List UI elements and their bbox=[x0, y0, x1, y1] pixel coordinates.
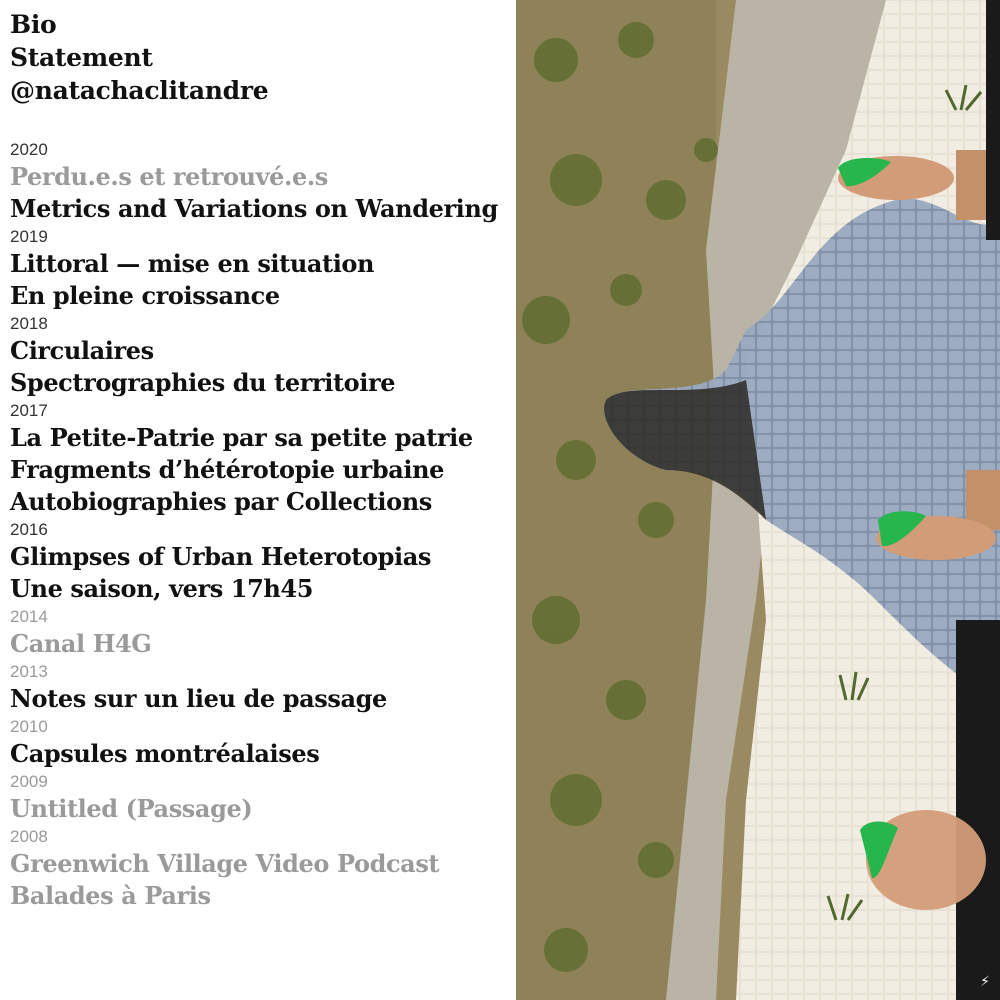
year-label: 2013 bbox=[10, 662, 48, 681]
instagram-handle-link[interactable]: @natachaclitandre bbox=[10, 76, 269, 105]
year-label: 2009 bbox=[10, 772, 48, 791]
work-link[interactable]: Littoral — mise en situation bbox=[10, 249, 375, 278]
year-label: 2018 bbox=[10, 314, 48, 333]
photo-feet-shadow-mosaic bbox=[516, 0, 1000, 1000]
work-link[interactable]: La Petite-Patrie par sa petite patrie bbox=[10, 423, 473, 452]
work-link[interactable]: Capsules montréalaises bbox=[10, 739, 320, 768]
work-link[interactable]: Glimpses of Urban Heterotopias bbox=[10, 542, 431, 571]
year-label: 2017 bbox=[10, 401, 48, 420]
work-link[interactable]: Balades à Paris bbox=[10, 881, 211, 910]
work-link[interactable]: Notes sur un lieu de passage bbox=[10, 684, 387, 713]
year-label: 2008 bbox=[10, 827, 48, 846]
year-label: 2010 bbox=[10, 717, 48, 736]
work-link[interactable]: Fragments d’hétérotopie urbaine bbox=[10, 455, 445, 484]
work-link[interactable]: Spectrographies du territoire bbox=[10, 368, 396, 397]
nav-bio-link[interactable]: Bio bbox=[10, 10, 57, 39]
work-link[interactable]: Circulaires bbox=[10, 336, 154, 365]
year-label: 2014 bbox=[10, 607, 48, 626]
nav-statement-link[interactable]: Statement bbox=[10, 43, 153, 72]
work-link[interactable]: Perdu.e.s et retrouvé.e.s bbox=[10, 162, 328, 191]
work-link[interactable]: Metrics and Variations on Wandering bbox=[10, 194, 498, 223]
work-link[interactable]: Canal H4G bbox=[10, 629, 152, 658]
work-link[interactable]: En pleine croissance bbox=[10, 281, 280, 310]
main-nav bbox=[10, 8, 268, 107]
bolt-icon: ⚡ bbox=[980, 974, 990, 990]
year-label: 2020 bbox=[10, 140, 48, 159]
year-label: 2016 bbox=[10, 520, 48, 539]
year-label: 2019 bbox=[10, 227, 48, 246]
work-link[interactable]: Autobiographies par Collections bbox=[10, 487, 432, 516]
works-timeline bbox=[10, 138, 510, 912]
work-link[interactable]: Greenwich Village Video Podcast bbox=[10, 849, 440, 878]
work-link[interactable]: Une saison, vers 17h45 bbox=[10, 574, 314, 603]
work-link[interactable]: Untitled (Passage) bbox=[10, 794, 253, 823]
hero-photo bbox=[516, 0, 1000, 1000]
